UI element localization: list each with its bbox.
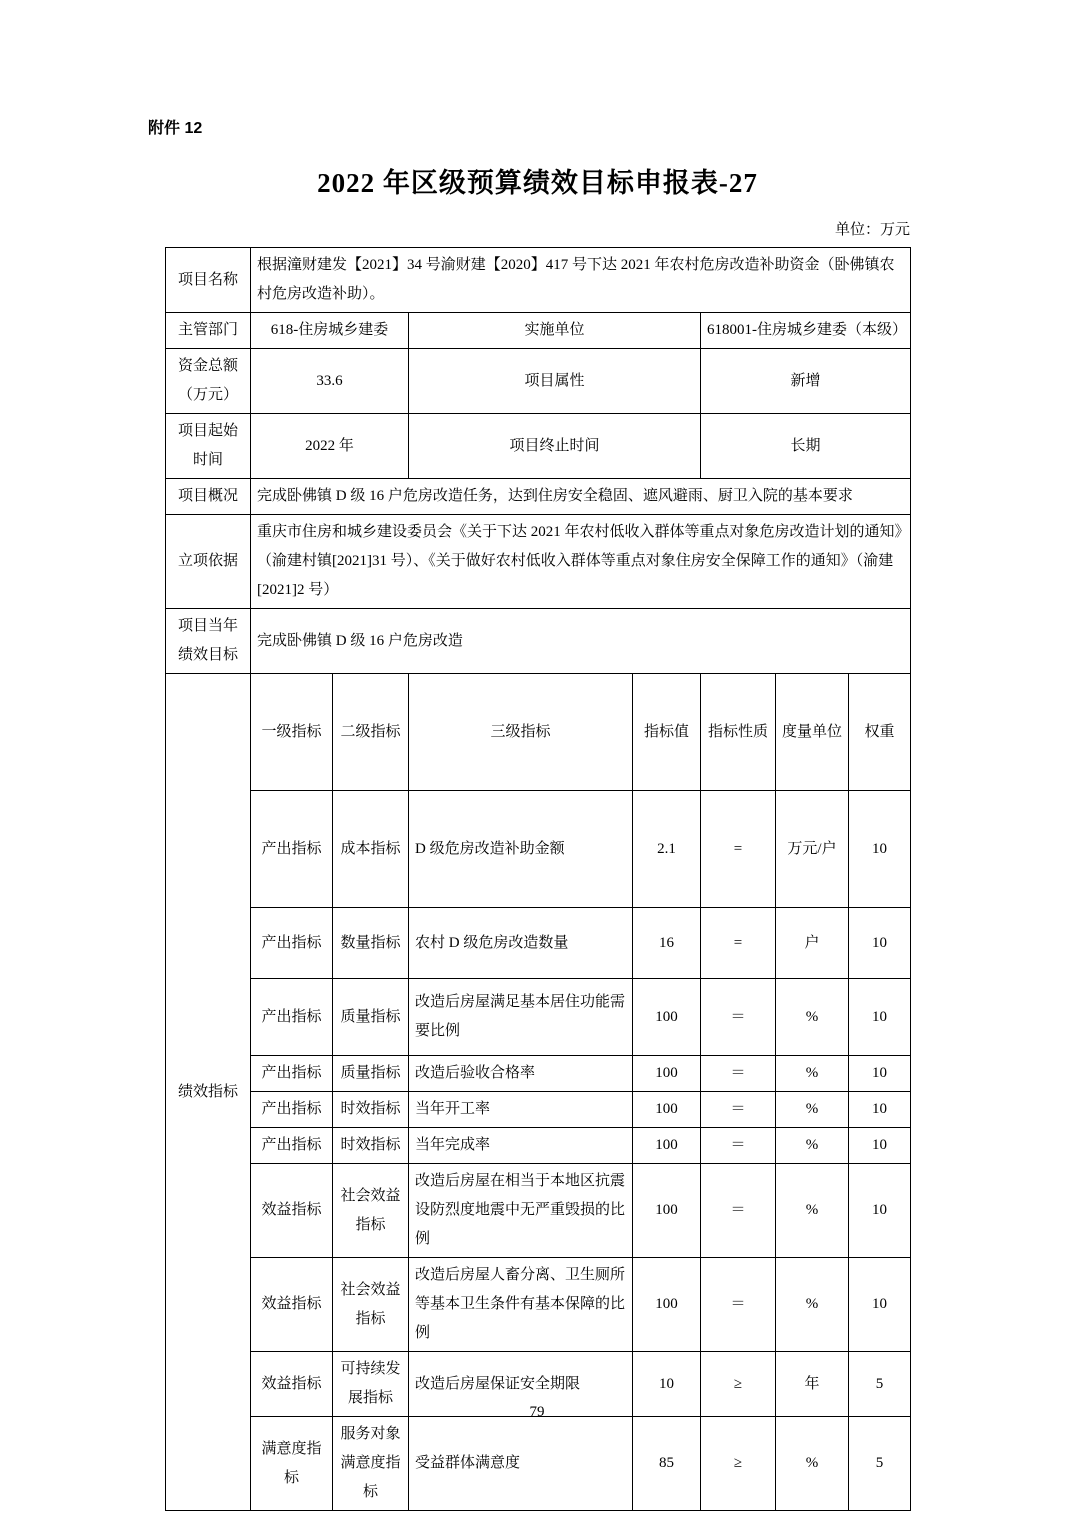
indicator-row: [166, 1258, 911, 1352]
indicator-weight: 10: [849, 1128, 911, 1164]
indicator-indicator-nature: ＝: [701, 979, 776, 1056]
header-indicator-value: 指标值: [633, 674, 701, 791]
indicator-weight: 10: [849, 979, 911, 1056]
indicator-row: [166, 979, 911, 1056]
row-time: [166, 414, 911, 479]
indicator-level3-indicator: 改造后验收合格率: [409, 1056, 633, 1092]
indicator-level2-indicator: 质量指标: [333, 1056, 409, 1092]
project-attribute-label: 项目属性: [409, 349, 701, 414]
indicator-level2-indicator: 社会效益指标: [333, 1164, 409, 1258]
row-basis: [166, 515, 911, 609]
indicator-indicator-value: 100: [633, 1164, 701, 1258]
header-weight: 权重: [849, 674, 911, 791]
indicator-level1-indicator: 产出指标: [251, 1092, 333, 1128]
indicator-row: [166, 1056, 911, 1092]
implementer-value: 618001-住房城乡建委（本级）: [701, 313, 911, 349]
annual-goal-value: 完成卧佛镇 D 级 16 户危房改造: [251, 609, 911, 674]
indicator-indicator-nature: =: [701, 908, 776, 979]
row-total-amount: [166, 349, 911, 414]
indicator-level1-indicator: 效益指标: [251, 1352, 333, 1417]
indicator-level1-indicator: 效益指标: [251, 1164, 333, 1258]
indicator-level1-indicator: 产出指标: [251, 979, 333, 1056]
indicator-level3-indicator: 改造后房屋保证安全期限: [409, 1352, 633, 1417]
indicator-measure-unit: %: [776, 1092, 849, 1128]
indicator-indicator-value: 85: [633, 1417, 701, 1511]
department-label: 主管部门: [166, 313, 251, 349]
header-level3-indicator: 三级指标: [409, 674, 633, 791]
indicator-indicator-nature: ＝: [701, 1128, 776, 1164]
annual-goal-label: 项目当年绩效目标: [166, 609, 251, 674]
indicator-measure-unit: %: [776, 1417, 849, 1511]
indicator-indicator-value: 100: [633, 1258, 701, 1352]
indicator-level1-indicator: 满意度指标: [251, 1417, 333, 1511]
indicator-row: [166, 1164, 911, 1258]
project-name-label: 项目名称: [166, 248, 251, 313]
start-time-label: 项目起始时间: [166, 414, 251, 479]
indicator-indicator-value: 100: [633, 1128, 701, 1164]
indicator-weight: 5: [849, 1417, 911, 1511]
indicator-weight: 5: [849, 1352, 911, 1417]
indicator-level1-indicator: 效益指标: [251, 1258, 333, 1352]
indicator-indicator-nature: ＝: [701, 1164, 776, 1258]
indicator-level3-indicator: 农村 D 级危房改造数量: [409, 908, 633, 979]
indicator-level2-indicator: 社会效益指标: [333, 1258, 409, 1352]
row-overview: [166, 479, 911, 515]
indicator-weight: 10: [849, 1056, 911, 1092]
indicator-indicator-nature: ＝: [701, 1092, 776, 1128]
indicator-indicator-nature: =: [701, 791, 776, 908]
indicator-weight: 10: [849, 1164, 911, 1258]
indicator-level2-indicator: 质量指标: [333, 979, 409, 1056]
indicator-level3-indicator: 当年完成率: [409, 1128, 633, 1164]
page-title: 2022 年区级预算绩效目标申报表-27: [317, 168, 758, 198]
header-level2-indicator: 二级指标: [333, 674, 409, 791]
indicator-row: [166, 908, 911, 979]
start-time-value: 2022 年: [251, 414, 409, 479]
indicator-level2-indicator: 数量指标: [333, 908, 409, 979]
end-time-value: 长期: [701, 414, 911, 479]
indicator-row: [166, 1128, 911, 1164]
indicator-weight: 10: [849, 908, 911, 979]
indicator-measure-unit: 年: [776, 1352, 849, 1417]
indicator-level3-indicator: 改造后房屋人畜分离、卫生厕所等基本卫生条件有基本保障的比例: [409, 1258, 633, 1352]
indicator-indicator-value: 100: [633, 979, 701, 1056]
indicator-row: [166, 1417, 911, 1511]
indicator-level1-indicator: 产出指标: [251, 791, 333, 908]
header-measure-unit: 度量单位: [776, 674, 849, 791]
indicator-indicator-nature: ＝: [701, 1056, 776, 1092]
indicator-indicator-value: 100: [633, 1092, 701, 1128]
total-amount-value: 33.6: [251, 349, 409, 414]
indicator-measure-unit: %: [776, 1164, 849, 1258]
overview-value: 完成卧佛镇 D 级 16 户危房改造任务，达到住房安全稳固、遮风避雨、厨卫入院的基本要求: [251, 479, 911, 515]
project-attribute-value: 新增: [701, 349, 911, 414]
indicator-level2-indicator: 成本指标: [333, 791, 409, 908]
indicator-indicator-value: 10: [633, 1352, 701, 1417]
indicator-weight: 10: [849, 791, 911, 908]
department-value: 618-住房城乡建委: [251, 313, 409, 349]
indicator-measure-unit: %: [776, 1258, 849, 1352]
row-annual-goal: [166, 609, 911, 674]
indicator-measure-unit: %: [776, 1128, 849, 1164]
basis-label: 立项依据: [166, 515, 251, 609]
implementer-label: 实施单位: [409, 313, 701, 349]
indicator-measure-unit: 户: [776, 908, 849, 979]
row-project-name: [166, 248, 911, 313]
indicator-level3-indicator: 受益群体满意度: [409, 1417, 633, 1511]
indicator-indicator-value: 2.1: [633, 791, 701, 908]
indicator-level3-indicator: D 级危房改造补助金额: [409, 791, 633, 908]
indicator-indicator-nature: ＝: [701, 1258, 776, 1352]
indicator-level1-indicator: 产出指标: [251, 1128, 333, 1164]
indicator-indicator-value: 16: [633, 908, 701, 979]
declaration-form-table: [165, 247, 911, 1511]
indicators-label: 绩效指标: [166, 674, 251, 1511]
indicator-level1-indicator: 产出指标: [251, 908, 333, 979]
indicator-level2-indicator: 时效指标: [333, 1092, 409, 1128]
indicator-level3-indicator: 当年开工率: [409, 1092, 633, 1128]
header-indicator-nature: 指标性质: [701, 674, 776, 791]
indicator-level2-indicator: 服务对象满意度指标: [333, 1417, 409, 1511]
indicator-indicator-value: 100: [633, 1056, 701, 1092]
indicator-level2-indicator: 可持续发展指标: [333, 1352, 409, 1417]
indicator-level3-indicator: 改造后房屋满足基本居住功能需要比例: [409, 979, 633, 1056]
indicator-level3-indicator: 改造后房屋在相当于本地区抗震设防烈度地震中无严重毁损的比例: [409, 1164, 633, 1258]
overview-label: 项目概况: [166, 479, 251, 515]
indicator-row: [166, 791, 911, 908]
indicator-indicator-nature: ≥: [701, 1352, 776, 1417]
indicator-level2-indicator: 时效指标: [333, 1128, 409, 1164]
header-level1-indicator: 一级指标: [251, 674, 333, 791]
indicator-weight: 10: [849, 1092, 911, 1128]
total-amount-label: 资金总额（万元）: [166, 349, 251, 414]
indicator-row: [166, 1092, 911, 1128]
page-number: 79: [529, 1404, 545, 1420]
indicator-measure-unit: %: [776, 979, 849, 1056]
indicator-level1-indicator: 产出指标: [251, 1056, 333, 1092]
project-name-value: 根据潼财建发【2021】34 号渝财建【2020】417 号下达 2021 年农村危房改造补助资金（卧佛镇农村危房改造补助）。: [251, 248, 911, 313]
end-time-label: 项目终止时间: [409, 414, 701, 479]
indicator-measure-unit: 万元/户: [776, 791, 849, 908]
indicator-weight: 10: [849, 1258, 911, 1352]
basis-value: 重庆市住房和城乡建设委员会《关于下达 2021 年农村低收入群体等重点对象危房改造计划的通知》（渝建村镇[2021]31 号）、《关于做好农村低收入群体等重点对象住房安全保障工作的通知》（渝建[2021]2 号）: [251, 515, 911, 609]
row-department: [166, 313, 911, 349]
unit-note: 单位：万元: [834, 222, 910, 238]
indicator-indicator-nature: ≥: [701, 1417, 776, 1511]
attachment-label: 附件 12: [148, 120, 203, 137]
indicator-header-row: [166, 674, 911, 791]
indicator-measure-unit: %: [776, 1056, 849, 1092]
